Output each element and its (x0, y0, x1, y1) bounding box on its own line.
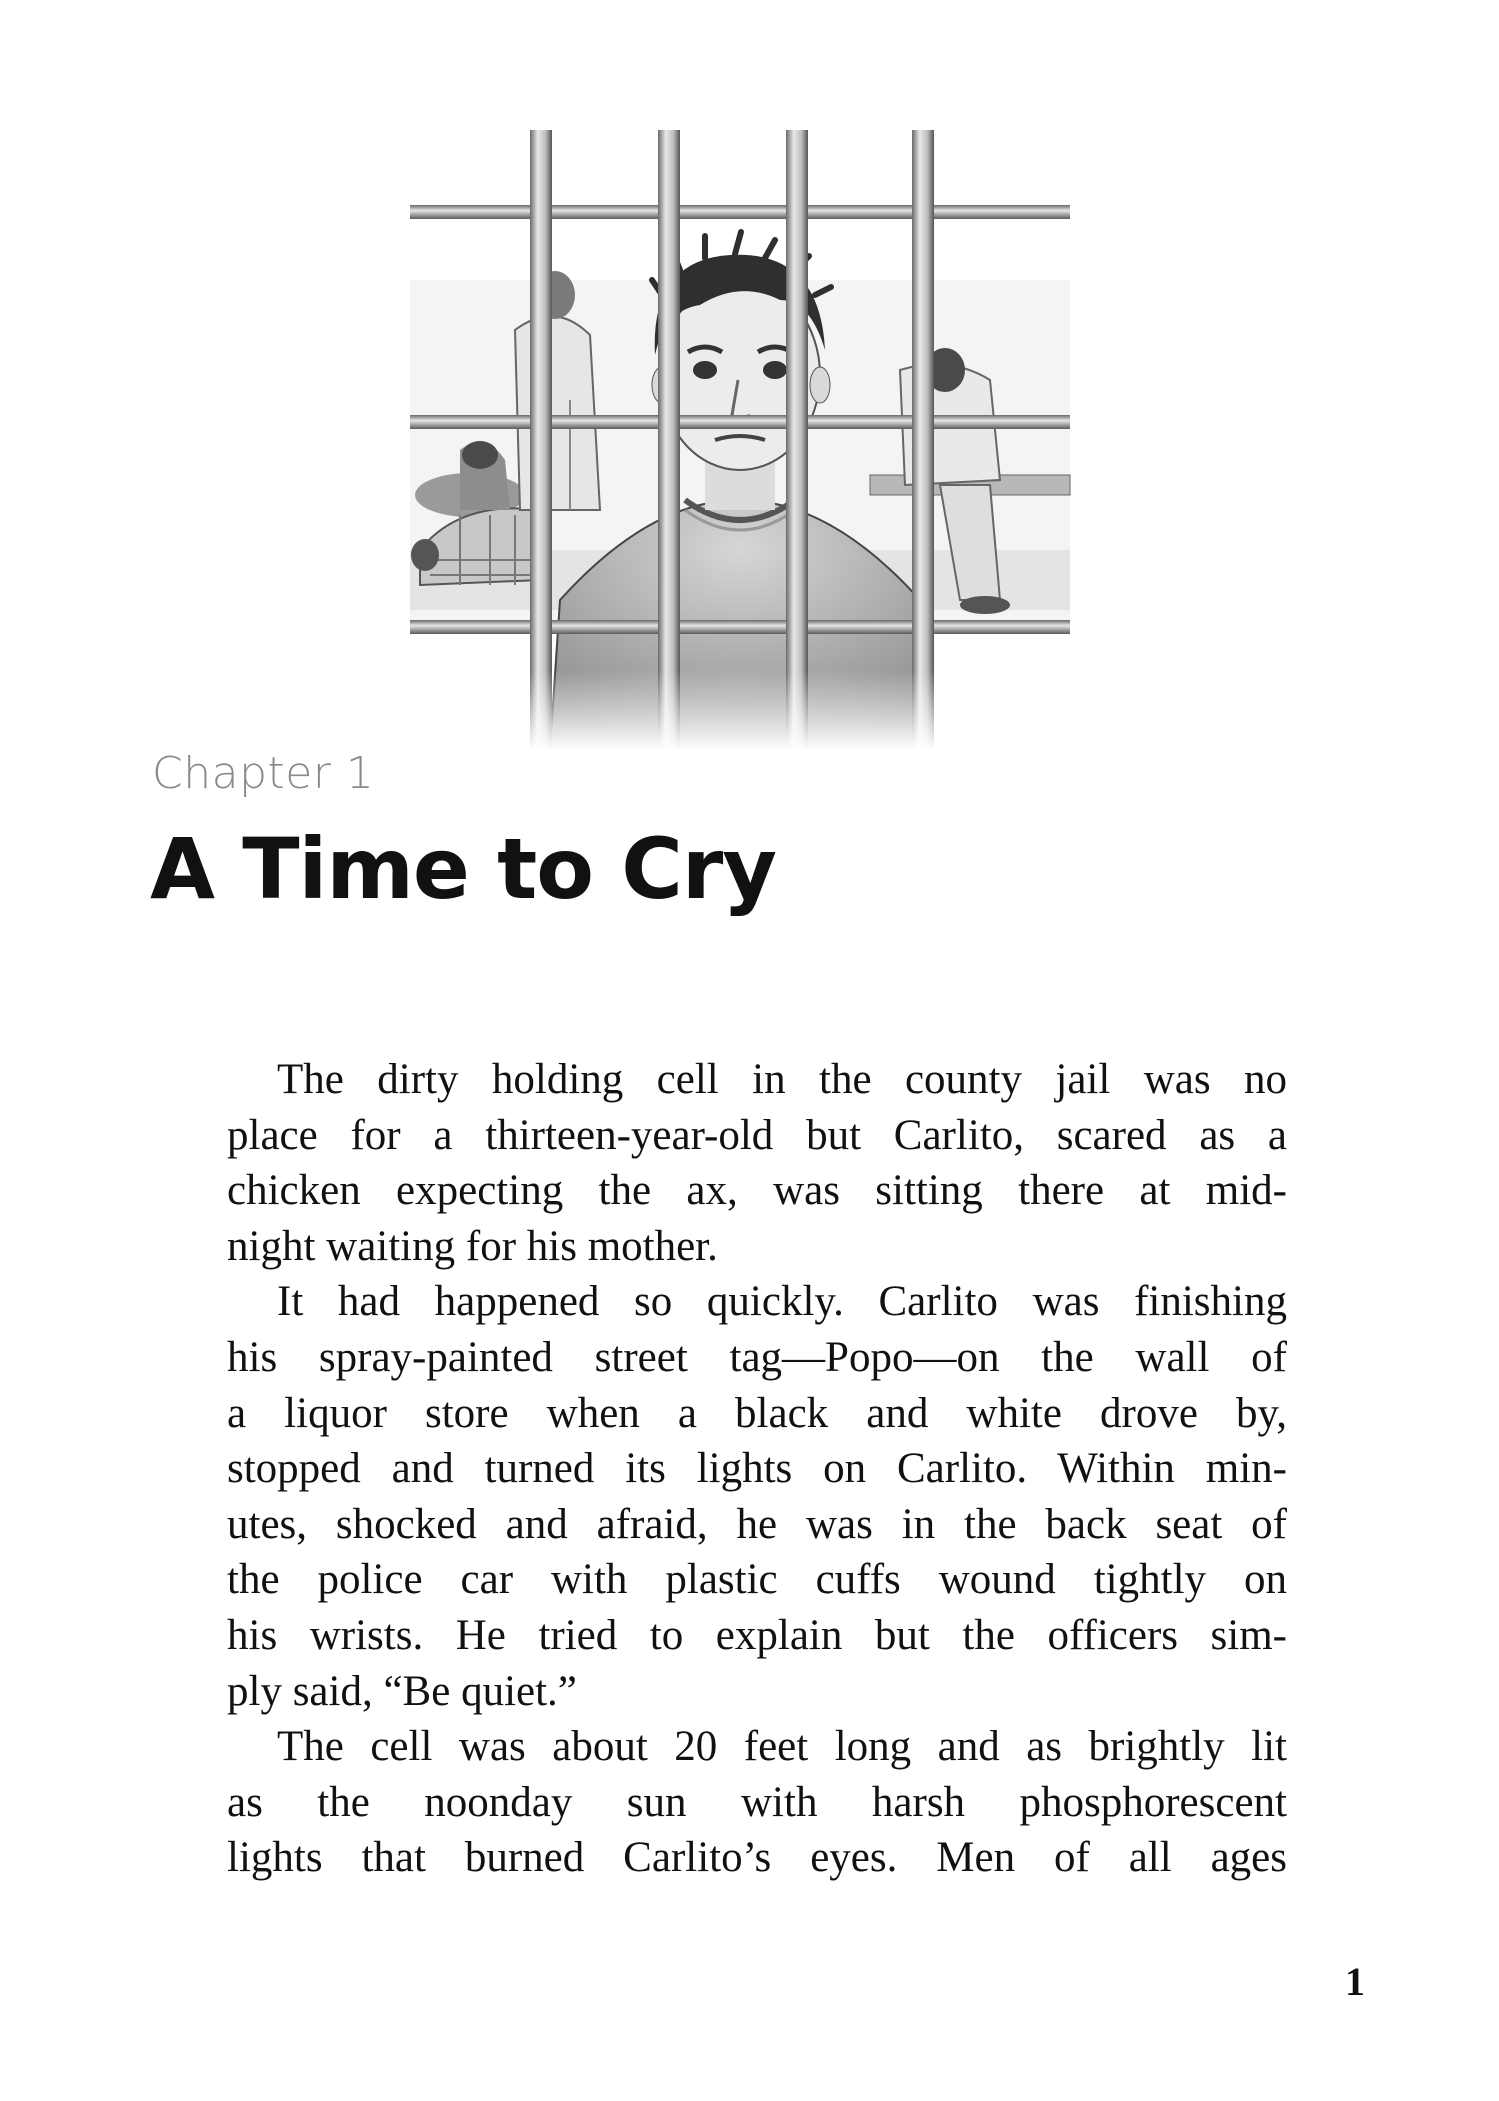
chapter-title: A Time to Cry (150, 820, 777, 918)
page-number: 1 (1345, 1959, 1365, 2004)
text-line: as the noonday sun with harsh phosphorescent (227, 1778, 1287, 1826)
text-line: The cell was about 20 feet long and as brightly lit (277, 1723, 1287, 1771)
text-line: the police car with plastic cuffs wound tightly on (227, 1556, 1287, 1604)
text-line: night waiting for his mother. (227, 1222, 718, 1270)
text-line: lights that burned Carlito’s eyes. Men of all ages (227, 1834, 1287, 1882)
text-line: utes, shocked and afraid, he was in the back seat of (227, 1500, 1287, 1548)
body-text (227, 1052, 1287, 1886)
text-line: It had happened so quickly. Carlito was finishing (277, 1278, 1287, 1326)
text-line: his spray-painted street tag—Popo—on the wall of (227, 1333, 1287, 1381)
text-line: chicken expecting the ax, was sitting there at mid- (227, 1167, 1287, 1215)
text-line: place for a thirteen-year-old but Carlito, scared as a (227, 1111, 1287, 1159)
chapter-label: Chapter 1 (152, 748, 375, 799)
text-line: ply said, “Be quiet.” (227, 1667, 577, 1715)
text-line: The dirty holding cell in the county jail was no (277, 1056, 1287, 1103)
text-line: stopped and turned its lights on Carlito. Within min- (227, 1445, 1287, 1493)
text-line: his wrists. He tried to explain but the officers sim- (227, 1611, 1287, 1659)
jail-cell-illustration (400, 130, 1080, 750)
text-line: a liquor store when a black and white drove by, (227, 1389, 1287, 1437)
